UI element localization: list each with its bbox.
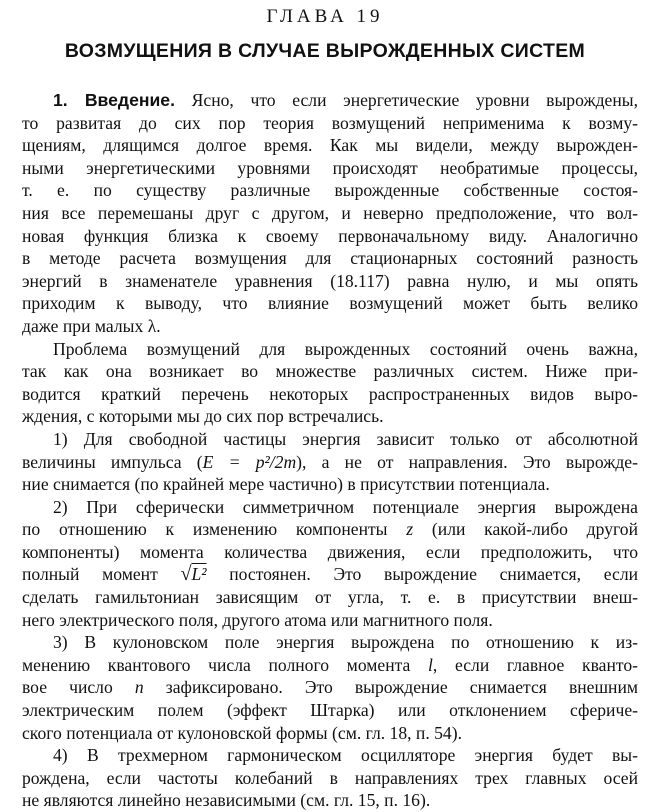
symbol-z: z	[406, 519, 414, 540]
symbol-n: n	[134, 677, 144, 698]
formula-momentum: √L²	[180, 563, 207, 586]
text-line: энергий в знаменателе уравнения (18.117) равна нулю, и мы опять	[22, 270, 638, 291]
text-line: 1. Введение. Ясно, что если энергетические уровни вырождены,	[53, 90, 638, 110]
text-line: 3) В кулоновском поле энергия вырождена по отношению к из-	[53, 632, 638, 653]
text-line: вое число n зафиксировано. Это вырождение снимается внешним	[22, 677, 639, 698]
text-line: т. е. по существу различные вырожденные собственные состоя-	[22, 180, 638, 201]
symbol-l: l	[428, 654, 433, 675]
text-line: компоненты) момента количества движения, если предположить, что	[22, 541, 638, 562]
text-line: сделать гамильтониан зависящим от угла, т. е. в присутствии внеш-	[22, 587, 638, 608]
chapter-label: ГЛАВА 19	[266, 6, 384, 27]
text-line: него электрического поля, другого атома или магнитного поля.	[22, 609, 493, 630]
text-line: электрическим полем (эффект Штарка) или отклонением сфериче-	[22, 700, 638, 721]
text-line: даже при малых λ.	[22, 315, 161, 336]
text-line: 2) При сферически симметричном потенциале энергия вырождена	[53, 496, 638, 517]
text-line: ние снимается (по крайней мере частично) в присутствии потенциала.	[22, 474, 550, 495]
chapter-title: ВОЗМУЩЕНИЯ В СЛУЧАЕ ВЫРОЖДЕННЫХ СИСТЕМ	[64, 40, 586, 62]
text-line: ными энергетическими уровнями происходят необратимые процессы,	[22, 157, 638, 178]
text-line: 4) В трехмерном гармоническом осцилляторе энергия будет вы-	[53, 745, 638, 766]
text-line: величины импульса (E = p²/2m), а не от направления. Это вырожде-	[22, 451, 638, 472]
text-line: щениям, длящимся долгое время. Как мы видели, между вырожден-	[22, 135, 638, 156]
text-line: 1) Для свободной частицы энергия зависит только от абсолютной	[53, 428, 638, 449]
text-line: менению квантового числа полного момента l, если главное кванто-	[22, 654, 638, 675]
text-line: не являются линейно независимыми (см. гл. 15, п. 16).	[22, 790, 431, 811]
text-line: ждения, с которыми мы до сих пор встречались.	[22, 406, 384, 427]
body-text	[22, 89, 638, 812]
text-line: полный момент √L² постоянен. Это вырождение снимается, если	[22, 563, 639, 586]
text-line: водится краткий перечень некоторых распространенных видов выро-	[22, 383, 638, 404]
text-line: в методе расчета возмущения для стационарных состояний разность	[22, 248, 638, 269]
text-line: приходим к выводу, что влияние возмущений может быть велико	[22, 293, 638, 314]
section-heading: 1. Введение.	[53, 90, 175, 110]
text-line: то развитая до сих пор теория возмущений неприменима к возму-	[22, 112, 638, 133]
text-line: так как она возникает во множестве различных систем. Ниже при-	[22, 361, 638, 382]
formula-energy: E = p²/2m	[202, 451, 297, 472]
text-line: ского потенциала от кулоновской формы (см. гл. 18, п. 54).	[22, 722, 462, 743]
text-line: по отношению к изменению компоненты z (или какой-либо другой	[22, 519, 638, 540]
text-line: Проблема возмущений для вырожденных состояний очень важна,	[53, 338, 638, 359]
text-line: рождена, если частоты колебаний в направлениях трех главных осей	[22, 767, 638, 788]
text-line: новая функция близка к своему первоначальному виду. Аналогично	[22, 225, 638, 246]
text-line: ния все перемешаны друг с другом, и неверно предположение, что вол-	[22, 202, 638, 223]
